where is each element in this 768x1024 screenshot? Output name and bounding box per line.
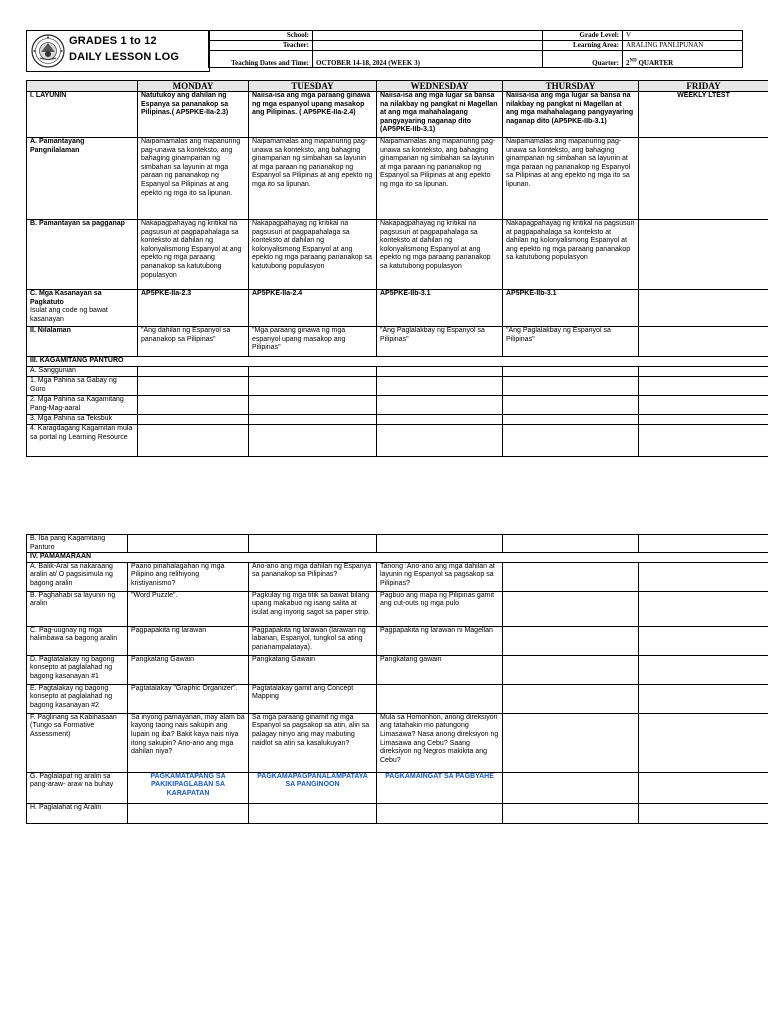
table-row — [27, 772, 768, 803]
table-row — [27, 396, 768, 415]
quarter-label: Quarter: — [543, 51, 623, 68]
cell-monday[interactable]: Pangkatang Gawain — [128, 655, 249, 684]
section-pamamaraan: IV. PAMAMARAAN — [27, 553, 768, 563]
cell-wednesday[interactable] — [377, 377, 503, 396]
cell-friday[interactable] — [639, 290, 768, 327]
cell-wednesday[interactable]: Nakapagpahayag ng kritikal na pagsusuri at pagpapahalaga sa konteksto at dahilan ng kolonyalismong Espanyol at ang epekto ng mga paraang pananakop sa katutubong populasyon — [377, 220, 503, 290]
cell-friday[interactable] — [639, 713, 768, 772]
cell-monday[interactable] — [128, 803, 249, 823]
row-label-paghahabi: B. Paghahabi sa layunin ng aralin — [27, 591, 128, 626]
cell-tuesday[interactable]: Pagpapakita ng larawan (larawan ng labanan, Espanyol, tungkol sa ating pananampalataya). — [249, 626, 377, 655]
row-label-kabihasaan: F. Paglinang sa Kabihasaan (Tungo sa Formative Assessment) — [27, 713, 128, 772]
lesson-table-part2 — [26, 534, 768, 824]
cell-thursday[interactable] — [503, 684, 639, 713]
cell-tuesday[interactable] — [249, 803, 377, 823]
cell-wednesday[interactable] — [377, 367, 503, 377]
cell-friday[interactable] — [639, 367, 768, 377]
cell-monday[interactable]: AP5PKE-IIa-2.3 — [138, 290, 249, 327]
cell-monday[interactable]: "Ang dahilan ng Espanyol sa pananakop sa Pilipinas" — [138, 327, 249, 357]
cell-friday[interactable] — [639, 655, 768, 684]
table-row — [27, 803, 768, 823]
teacher-label: Teacher: — [209, 41, 313, 51]
day-header-wednesday: WEDNESDAY — [377, 81, 503, 92]
cell-friday[interactable] — [639, 535, 768, 553]
cell-thursday[interactable] — [503, 772, 639, 803]
cell-friday[interactable] — [639, 415, 768, 425]
cell-wednesday[interactable] — [377, 803, 503, 823]
cell-tuesday[interactable]: Nakapagpahayag ng kritikal na pagsusuri at pagpapahalaga sa konteksto at dahilan ng kolonyalismong Espanyol at ang epekto ng mga paraang pananakop sa katutubong populasyon — [249, 220, 377, 290]
cell-thursday[interactable] — [503, 396, 639, 415]
corner-cell — [27, 81, 138, 92]
teacher-field[interactable] — [313, 41, 543, 51]
cell-wednesday[interactable]: "Ang Paglalakbay ng Espanyol sa Pilipinas" — [377, 327, 503, 357]
kasanayan-title: C. Mga Kasanayan sa Pagkatuto — [30, 290, 102, 306]
cell-tuesday[interactable]: AP5PKE-IIa-2.4 — [249, 290, 377, 327]
table-row — [27, 591, 768, 626]
row-label-iba-pang: B. Iba pang Kagamitang Panturo — [27, 535, 128, 553]
cell-friday[interactable] — [639, 220, 768, 290]
cell-thursday[interactable] — [503, 591, 639, 626]
cell-friday[interactable] — [639, 591, 768, 626]
cell-friday[interactable] — [639, 772, 768, 803]
row-label-nilalaman: II. Nilalaman — [27, 327, 138, 357]
cell-tuesday[interactable] — [249, 425, 377, 457]
cell-thursday[interactable] — [503, 626, 639, 655]
cell-monday[interactable] — [138, 396, 249, 415]
cell-tuesday[interactable]: Pangkatang Gawain — [249, 655, 377, 684]
cell-wednesday[interactable]: PAGKAMAINGAT SA PAGBYAHE — [377, 772, 503, 803]
cell-tuesday[interactable]: PAGKAMAPAGPANALAMPATAYA SA PANGINOON — [249, 772, 377, 803]
table-row — [27, 138, 768, 220]
school-field[interactable] — [313, 31, 543, 41]
cell-wednesday[interactable]: Naiisa-isa ang mga lugar sa bansa na nilakbay ng pangkat ni Magellan at ang mga mahahalagang pangyayaring naganap dito (AP5PKE-IIb-3.1) — [377, 92, 503, 138]
cell-thursday[interactable] — [503, 803, 639, 823]
cell-friday[interactable] — [639, 803, 768, 823]
cell-tuesday[interactable]: Sa mga paraang ginamit ng mga Espanyol sa pagsakop sa atin, alin sa palagay ninyo ang may mabuting naidlot sa atin sa kasalukuyan? — [249, 713, 377, 772]
quarter-word: QUARTER — [636, 59, 674, 67]
cell-thursday[interactable] — [503, 425, 639, 457]
table-row — [27, 367, 768, 377]
cell-tuesday[interactable]: Naiisa-isa ang mga paraang ginawa ng mga espanyol upang masakop ang Pilipinas. ( AP5PKE-IIa-2.4) — [249, 92, 377, 138]
cell-friday[interactable] — [639, 684, 768, 713]
row-label-pag-uugnay: C. Pag-uugnay ng mga halimbawa sa bagong aralin — [27, 626, 128, 655]
table-row — [27, 713, 768, 772]
row-label-paglalahat: H. Paglalahat ng Aralin — [27, 803, 128, 823]
table-row — [27, 220, 768, 290]
cell-monday[interactable] — [138, 367, 249, 377]
cell-monday[interactable] — [138, 415, 249, 425]
row-label-teksbuk: 3. Mga Pahina sa Teksbuk — [27, 415, 138, 425]
row-label-kagamitang: 2. Mga Pahina sa Kagamitang Pang-Mag-aaral — [27, 396, 138, 415]
cell-monday[interactable]: Naipamamalas ang mapanuring pag-unawa sa konteksto, ang bahaging ginampanan ng simbahan sa layunin at mga paraan ng pananakop ng Espanyol sa Pilipinas at ang epekto ng mga ito sa lipunan. — [138, 138, 249, 220]
cell-friday[interactable] — [639, 562, 768, 591]
row-label-karagdagang: 4. Karagdagang Kagamitan mula sa portal ng Learning Resource — [27, 425, 138, 457]
table-row — [27, 415, 768, 425]
teaching-dates-value[interactable]: OCTOBER 14-18, 2024 (WEEK 3) — [313, 51, 543, 68]
cell-monday[interactable] — [128, 535, 249, 553]
section-kagamitang-panturo: III. KAGAMITANG PANTURO — [27, 357, 768, 367]
cell-friday[interactable] — [639, 377, 768, 396]
cell-tuesday[interactable]: Ano-ano ang mga dahilan ng Espanya sa pananakop sa Pilipinas? — [249, 562, 377, 591]
table-row — [27, 92, 768, 138]
cell-monday[interactable]: Nakapagpahayag ng kritikal na pagsusuri at pagpapahalaga sa konteksto at dahilan ng kolonyalismong Espanyol at ang epekto ng mga paraang pananakop sa katutubong populasyon — [138, 220, 249, 290]
cell-friday[interactable] — [639, 396, 768, 415]
cell-thursday[interactable] — [503, 655, 639, 684]
table-row — [27, 327, 768, 357]
cell-thursday[interactable]: "Ang Paglalakbay ng Espanyol sa Pilipinas" — [503, 327, 639, 357]
learning-area-label: Learning Area: — [543, 41, 623, 51]
quarter-number: 2 — [626, 59, 630, 67]
teaching-dates-label: Teaching Dates and Time: — [209, 51, 313, 68]
cell-tuesday[interactable] — [249, 377, 377, 396]
table-row — [27, 684, 768, 713]
row-label-sanggunian: A. Sanggunian — [27, 367, 138, 377]
cell-friday[interactable] — [639, 138, 768, 220]
table-row — [27, 535, 768, 553]
cell-monday[interactable]: Pagtatalakay "Graphic Organizer". — [128, 684, 249, 713]
table-row — [27, 562, 768, 591]
row-label-kasanayan — [27, 290, 138, 327]
cell-monday[interactable]: Paano pinahalagahan ng mga Pilipino ang relihiyong kristiyanismo? — [128, 562, 249, 591]
cell-thursday[interactable] — [503, 415, 639, 425]
cell-monday[interactable] — [138, 377, 249, 396]
quarter-value[interactable] — [623, 51, 743, 68]
row-label-pagtalakay-2: E. Pagtalakay ng bagong konsepto at paglalahad ng bagong kasanayan #2 — [27, 684, 128, 713]
dll-heading: DAILY LESSON LOG — [69, 51, 180, 63]
day-header-friday: FRIDAY — [639, 81, 768, 92]
cell-monday[interactable] — [138, 425, 249, 457]
cell-tuesday[interactable]: "Mga paraang ginawa ng mga espanyol upang masakop ang Pilipinas" — [249, 327, 377, 357]
row-label-pamantayang: A. Pamantayang Pangnilalaman — [27, 138, 138, 220]
kasanayan-note: Isulat ang code ng bawat kasanayan — [30, 307, 108, 323]
cell-wednesday[interactable]: Mula sa Homonhon, anong direksiyon ang tatahakin mo patungong Limasawa? Nasa anong direksiyon ng Limasawa ang Cebu? Saang direksiyon ng Negros makikita ang Cebu? — [377, 713, 503, 772]
row-label-pagganap: B. Pamantayan sa pagganap — [27, 220, 138, 290]
cell-tuesday[interactable] — [249, 367, 377, 377]
table-row — [27, 425, 768, 457]
table-row — [27, 290, 768, 327]
table-row — [27, 553, 768, 563]
cell-tuesday[interactable]: Naipamamalas ang mapanuring pag-unawa sa konteksto, ang bahaging ginampanan ng simbahan sa layunin at mga paraan ng pananakop ng Espanyol sa Pilipinas at ang epekto ng mga ito sa lipunan. — [249, 138, 377, 220]
deped-seal-icon — [31, 34, 65, 68]
cell-thursday[interactable] — [503, 377, 639, 396]
cell-thursday[interactable]: Nakapagpahayag ng kritikal na pagsusuri at pagpapahalaga sa konteksto at dahilan ng kolonyalismong Espanyol at ang epekto ng mga paraang pananakop sa katutubong populasyon — [503, 220, 639, 290]
table-row — [27, 626, 768, 655]
table-row — [27, 377, 768, 396]
table-row — [27, 357, 768, 367]
day-header-tuesday: TUESDAY — [249, 81, 377, 92]
day-header-thursday: THURSDAY — [503, 81, 639, 92]
day-header-monday: MONDAY — [138, 81, 249, 92]
cell-wednesday[interactable] — [377, 415, 503, 425]
row-label-gabay: 1. Mga Pahina sa Gabay ng Guro — [27, 377, 138, 396]
row-label-balik-aral: A. Balik-Aral sa nakaraang aralin at/ O pagsisimula ng bagong aralin — [27, 562, 128, 591]
cell-friday[interactable] — [639, 626, 768, 655]
cell-monday[interactable]: Pagpapakita ng larawan — [128, 626, 249, 655]
cell-tuesday[interactable] — [249, 415, 377, 425]
cell-monday[interactable]: PAGKAMATAPANG SA PAKIKIPAGLABAN SA KARAPATAN — [128, 772, 249, 803]
row-label-paglalapat: G. Paglalapat ng aralin sa pang-araw- araw na buhay — [27, 772, 128, 803]
cell-thursday[interactable] — [503, 562, 639, 591]
cell-thursday[interactable]: Naiisa-isa ang mga lugar sa bansa na nilakbay ng pangkat ni Magellan at ang mga mahahalagang pangyayaring naganap dito (AP5PKE-IIb-3.1) — [503, 92, 639, 138]
cell-tuesday[interactable] — [249, 396, 377, 415]
cell-wednesday[interactable]: Tanong :Ano-ano ang mga dahilan at layunin ng Espanyol sa pagsakop sa Pilipinas? — [377, 562, 503, 591]
cell-thursday[interactable] — [503, 713, 639, 772]
cell-thursday[interactable] — [503, 535, 639, 553]
grade-level-label: Grade Level: — [543, 31, 623, 41]
cell-monday[interactable]: Sa inyong pamayanan, may alam ba kayong taong nais sakupin ang lupain ng iba? Bakit kaya nais niya itong sakupin? Ano-ano ang mga dahilan niya? — [128, 713, 249, 772]
table-row — [27, 655, 768, 684]
cell-thursday[interactable]: Naipamamalas ang mapanuring pag-unawa sa konteksto, ang bahaging ginampanan ng simbahan sa layunin at mga paraan ng pananakop ng Espanyol sa Pilipinas at ang epekto ng mga ito sa lipunan. — [503, 138, 639, 220]
cell-tuesday[interactable]: Pagkulay ng mga titik sa bawat bilang upang makabuo ng isang salita at isulat ang inyong sagot sa paper strip. — [249, 591, 377, 626]
lesson-table-part1 — [26, 80, 768, 457]
cell-friday[interactable] — [639, 425, 768, 457]
grade-level-value[interactable]: V — [623, 31, 743, 41]
cell-tuesday[interactable] — [249, 535, 377, 553]
header-title-box — [26, 30, 210, 72]
cell-thursday[interactable]: AP5PKE-IIb-3.1 — [503, 290, 639, 327]
cell-friday[interactable]: WEEKLY LTEST — [639, 92, 768, 138]
cell-wednesday[interactable] — [377, 425, 503, 457]
header-info-table — [208, 30, 743, 68]
cell-wednesday[interactable] — [377, 396, 503, 415]
row-label-pagtatalakay-1: D. Pagtatalakay ng bagong konsepto at paglalahad ng bagong kasanayan #1 — [27, 655, 128, 684]
grades-heading: GRADES 1 to 12 — [69, 35, 157, 47]
learning-area-value[interactable]: ARALING PANLIPUNAN — [623, 41, 743, 51]
cell-wednesday[interactable]: Pagbuo ang mapa ng Pilipinas gamit ang cut-outs ng mga pulo — [377, 591, 503, 626]
cell-wednesday[interactable]: AP5PKE-IIb-3.1 — [377, 290, 503, 327]
cell-thursday[interactable] — [503, 367, 639, 377]
cell-monday[interactable]: Natutukoy ang dahilan ng Espanya sa pananakop sa Pilipinas.( AP5PKE-IIa-2.3) — [138, 92, 249, 138]
cell-wednesday[interactable]: Pangkatang gawain — [377, 655, 503, 684]
row-label-layunin: I. LAYUNIN — [27, 92, 138, 138]
quarter-suffix: ND — [629, 58, 637, 64]
cell-friday[interactable] — [639, 327, 768, 357]
cell-wednesday[interactable]: Naipamamalas ang mapanuring pag-unawa sa konteksto, ang bahaging ginampanan ng simbahan sa layunin at mga paraan ng pananakop ng Espanyol sa Pilipinas at ang epekto ng mga ito sa lipunan. — [377, 138, 503, 220]
cell-tuesday[interactable]: Pagtatalakay gamit ang Concept Mapping — [249, 684, 377, 713]
cell-wednesday[interactable]: Pagpapakita ng larawan ni Magellan — [377, 626, 503, 655]
cell-monday[interactable]: "Word Puzzle". — [128, 591, 249, 626]
cell-wednesday[interactable] — [377, 684, 503, 713]
cell-wednesday[interactable] — [377, 535, 503, 553]
school-label: School: — [209, 31, 313, 41]
